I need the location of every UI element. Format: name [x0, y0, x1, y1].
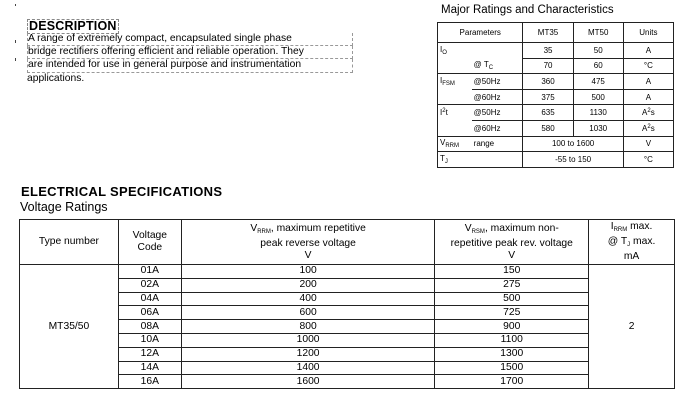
ifsm-50-unit: A — [623, 74, 673, 90]
i2t-50-mt35: 635 — [523, 105, 573, 121]
voltage-header-row — [20, 220, 675, 265]
margin-mark — [15, 4, 16, 6]
voltage-code-cell: 14A — [118, 361, 181, 375]
ifsm-60-unit: A — [623, 89, 673, 105]
table-row — [20, 333, 675, 347]
io-row — [438, 43, 674, 59]
major-header-row — [438, 23, 674, 43]
vrrm-cell: 400 — [181, 292, 435, 306]
i2t-symbol: $I^2t$ — [438, 105, 472, 121]
io-mt35: 35 — [523, 43, 573, 59]
io-tc-row — [438, 58, 674, 74]
ifsm-cond-50: @50Hz — [472, 74, 523, 90]
vrrm-cell: 200 — [181, 278, 435, 292]
header-vrrm: $V_{RRM}$, maximum repetitive peak reverse voltage V — [181, 220, 435, 265]
io-tc-mt50: 60 — [573, 58, 623, 74]
vrrm-cell: 800 — [181, 320, 435, 334]
voltage-ratings-table — [19, 219, 675, 389]
i2t-row-60 — [438, 120, 674, 136]
table-row — [20, 361, 675, 375]
ifsm-row-60 — [438, 89, 674, 105]
header-voltage-code: Voltage Code — [118, 220, 181, 265]
voltage-code-cell: 08A — [118, 320, 181, 334]
table-row — [20, 375, 675, 389]
electrical-specs-title: ELECTRICAL SPECIFICATIONS — [21, 184, 223, 199]
voltage-code-cell: 02A — [118, 278, 181, 292]
ifsm-cond-60: @60Hz — [472, 89, 523, 105]
description-line: are intended for use in general purpose and instrumentation — [27, 59, 353, 72]
io-unit: A — [623, 43, 673, 59]
tj-unit: °C — [623, 152, 673, 168]
i2t-60-unit: $A^2s$ — [623, 120, 673, 136]
vrrm-cell: 100 — [181, 265, 435, 279]
header-mt50: MT50 — [573, 23, 623, 43]
table-row — [20, 347, 675, 361]
vrrm-cell: 1200 — [181, 347, 435, 361]
table-row — [20, 278, 675, 292]
io-tc-condition: @ $T_C$ — [472, 58, 523, 74]
vrsm-cell: 500 — [435, 292, 589, 306]
ifsm-60-mt35: 375 — [523, 89, 573, 105]
vrrm-cell: 1600 — [181, 375, 435, 389]
table-row — [20, 306, 675, 320]
voltage-ratings-title: Voltage Ratings — [20, 200, 108, 214]
ifsm-50-mt35: 360 — [523, 74, 573, 90]
description-line: A range of extremely compact, encapsulated single phase — [27, 33, 353, 46]
voltage-code-cell: 01A — [118, 265, 181, 279]
description-line: bridge rectifiers offering efficient and reliable operation. They — [27, 46, 353, 59]
voltage-code-cell: 06A — [118, 306, 181, 320]
tj-value: -55 to 150 — [523, 152, 623, 168]
table-row — [20, 265, 675, 279]
description-title: DESCRIPTION — [29, 19, 117, 33]
vrsm-cell: 725 — [435, 306, 589, 320]
vrrm-label: range — [472, 136, 523, 152]
ifsm-symbol: $I_{FSM}$ — [438, 74, 472, 90]
i2t-60-mt35: 580 — [523, 120, 573, 136]
ifsm-50-mt50: 475 — [573, 74, 623, 90]
table-row — [20, 320, 675, 334]
vrrm-cell: 1000 — [181, 333, 435, 347]
table-row — [20, 292, 675, 306]
header-vrsm: $V_{RSM}$, maximum non- repetitive peak rev. voltage V — [435, 220, 589, 265]
io-symbol: $I_O$ — [438, 43, 472, 59]
vrsm-cell: 1300 — [435, 347, 589, 361]
vrsm-cell: 275 — [435, 278, 589, 292]
vrrm-row — [438, 136, 674, 152]
io-tc-mt35: 70 — [523, 58, 573, 74]
voltage-code-cell: 12A — [118, 347, 181, 361]
i2t-row-50 — [438, 105, 674, 121]
vrsm-cell: 150 — [435, 265, 589, 279]
i2t-60-mt50: 1030 — [573, 120, 623, 136]
i2t-50-mt50: 1130 — [573, 105, 623, 121]
vrrm-value: 100 to 1600 — [523, 136, 623, 152]
type-number-cell: MT35/50 — [20, 265, 119, 389]
vrrm-unit: V — [623, 136, 673, 152]
vrsm-cell: 1700 — [435, 375, 589, 389]
io-condition — [472, 43, 523, 59]
voltage-code-cell: 10A — [118, 333, 181, 347]
voltage-code-cell: 16A — [118, 375, 181, 389]
margin-mark — [15, 58, 16, 61]
vrrm-cell: 1400 — [181, 361, 435, 375]
margin-mark — [15, 40, 16, 43]
header-type-number: Type number — [20, 220, 119, 265]
voltage-code-cell: 04A — [118, 292, 181, 306]
io-tc-unit: °C — [623, 58, 673, 74]
header-units: Units — [623, 23, 673, 43]
ifsm-row-50 — [438, 74, 674, 90]
vrrm-symbol: $V_{RRM}$ — [438, 136, 472, 152]
vrsm-cell: 900 — [435, 320, 589, 334]
vrrm-cell: 600 — [181, 306, 435, 320]
tj-row — [438, 152, 674, 168]
description-text — [27, 33, 353, 85]
header-mt35: MT35 — [523, 23, 573, 43]
i2t-cond-60: @60Hz — [472, 120, 523, 136]
irrm-cell: 2 — [589, 265, 675, 389]
i2t-cond-50: @50Hz — [472, 105, 523, 121]
tj-symbol: $T_J$ — [438, 152, 472, 168]
i2t-50-unit: $A^2s$ — [623, 105, 673, 121]
vrsm-cell: 1500 — [435, 361, 589, 375]
major-ratings-title: Major Ratings and Characteristics — [441, 4, 614, 16]
header-parameters: Parameters — [438, 23, 523, 43]
vrsm-cell: 1100 — [435, 333, 589, 347]
header-irrm: $I_{RRM}$ max. @ $T_J$ max. mA — [589, 220, 675, 265]
io-mt50: 50 — [573, 43, 623, 59]
description-line: applications. — [27, 72, 85, 84]
major-ratings-table — [437, 22, 674, 168]
ifsm-60-mt50: 500 — [573, 89, 623, 105]
